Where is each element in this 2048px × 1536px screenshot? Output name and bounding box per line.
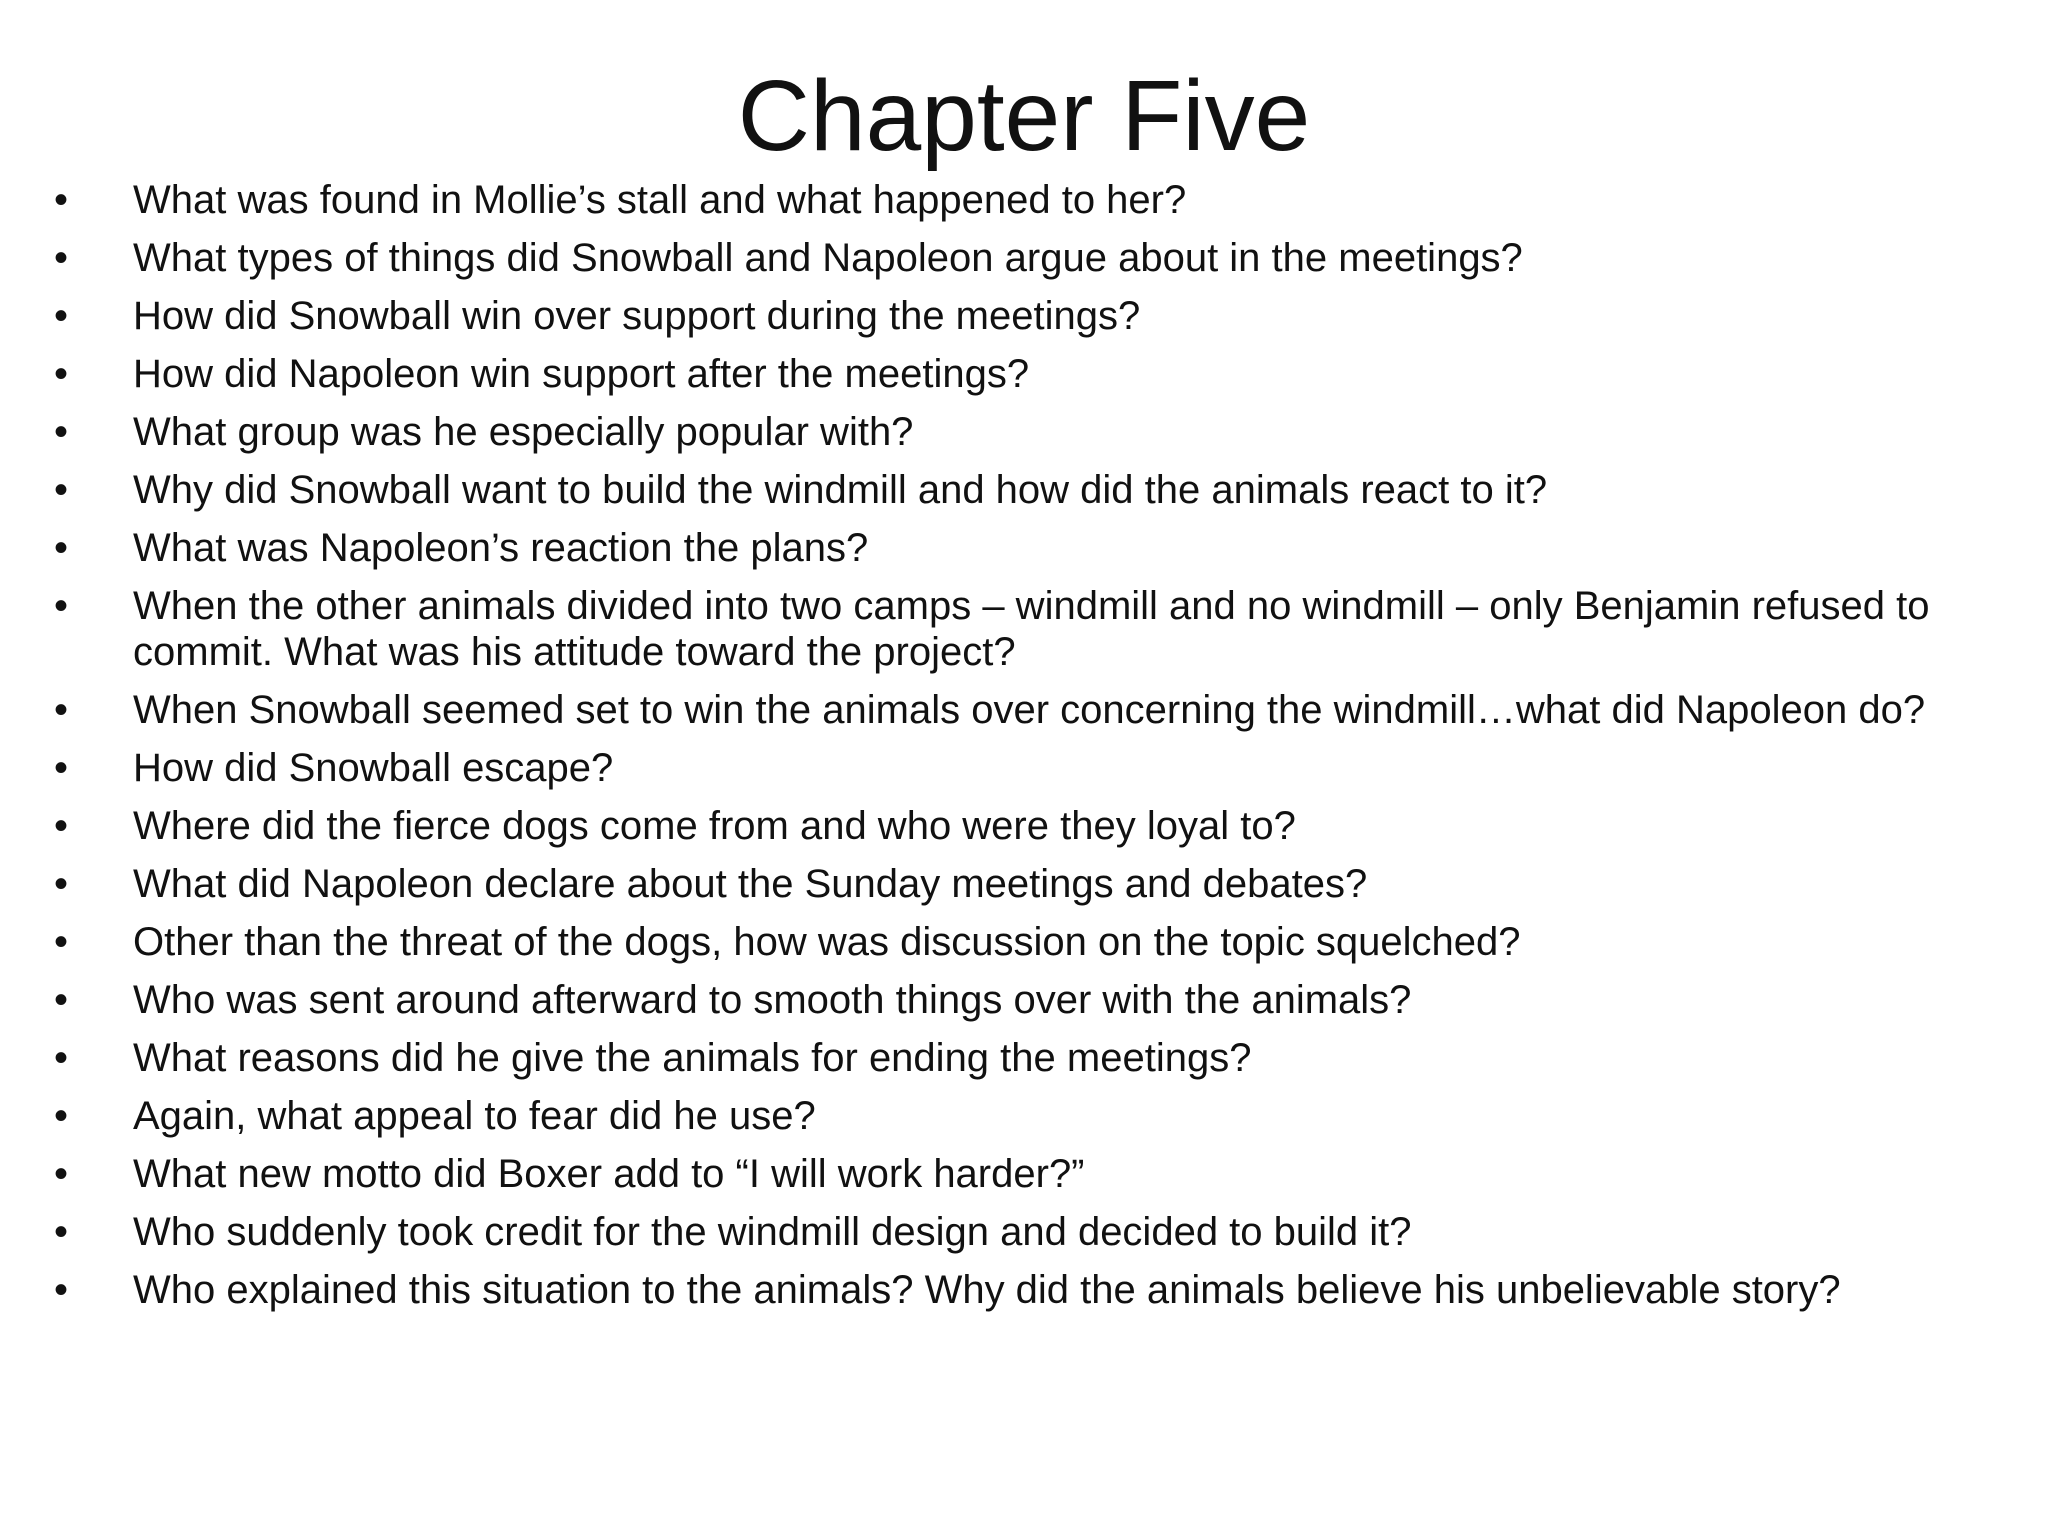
question-text: What was found in Mollie’s stall and what happened to her? (133, 178, 1187, 222)
question-list (0, 177, 2048, 1325)
question-text: Other than the threat of the dogs, how was discussion on the topic squelched? (133, 920, 1521, 964)
question-text: What did Napoleon declare about the Sunday meetings and debates? (133, 862, 1368, 906)
question-text: Where did the fierce dogs come from and who were they loyal to? (133, 804, 1296, 848)
bullet-icon: • (54, 688, 69, 732)
list-item (0, 861, 2048, 907)
list-item (0, 583, 2048, 675)
bullet-icon: • (54, 978, 69, 1022)
list-item (0, 1093, 2048, 1139)
question-text: Who explained this situation to the animals? Why did the animals believe his unbelievable story? (133, 1268, 1841, 1312)
question-text: When Snowball seemed set to win the animals over concerning the windmill…what did Napoleon do? (133, 688, 1926, 732)
bullet-icon: • (54, 584, 69, 628)
list-item (0, 803, 2048, 849)
bullet-icon: • (54, 1268, 69, 1312)
list-item (0, 1151, 2048, 1197)
bullet-icon: • (54, 920, 69, 964)
question-text: When the other animals divided into two camps – windmill and no windmill – only Benjamin refused to commit. What was his attitude toward the project? (133, 584, 1930, 674)
list-item (0, 235, 2048, 281)
list-item (0, 177, 2048, 223)
list-item (0, 409, 2048, 455)
bullet-icon: • (54, 1152, 69, 1196)
question-text: How did Snowball escape? (133, 746, 614, 790)
list-item (0, 687, 2048, 733)
question-text: What was Napoleon’s reaction the plans? (133, 526, 869, 570)
list-item (0, 977, 2048, 1023)
question-text: What reasons did he give the animals for ending the meetings? (133, 1036, 1252, 1080)
question-text: What group was he especially popular with? (133, 410, 914, 454)
list-item (0, 467, 2048, 513)
question-text: How did Napoleon win support after the meetings? (133, 352, 1030, 396)
bullet-icon: • (54, 294, 69, 338)
bullet-icon: • (54, 352, 69, 396)
list-item (0, 1035, 2048, 1081)
question-text: Again, what appeal to fear did he use? (133, 1094, 816, 1138)
list-item (0, 525, 2048, 571)
question-text: Why did Snowball want to build the windmill and how did the animals react to it? (133, 468, 1548, 512)
bullet-icon: • (54, 862, 69, 906)
list-item (0, 1267, 2048, 1313)
question-text: What new motto did Boxer add to “I will work harder?” (133, 1152, 1085, 1196)
question-text: How did Snowball win over support during the meetings? (133, 294, 1141, 338)
bullet-icon: • (54, 178, 69, 222)
question-text: Who suddenly took credit for the windmill design and decided to build it? (133, 1210, 1412, 1254)
bullet-icon: • (54, 1036, 69, 1080)
bullet-icon: • (54, 804, 69, 848)
question-text: What types of things did Snowball and Napoleon argue about in the meetings? (133, 236, 1523, 280)
bullet-icon: • (54, 1094, 69, 1138)
list-item (0, 745, 2048, 791)
list-item (0, 1209, 2048, 1255)
list-item (0, 351, 2048, 397)
bullet-icon: • (54, 746, 69, 790)
bullet-icon: • (54, 236, 69, 280)
question-text: Who was sent around afterward to smooth things over with the animals? (133, 978, 1412, 1022)
bullet-icon: • (54, 526, 69, 570)
bullet-icon: • (54, 410, 69, 454)
list-item (0, 293, 2048, 339)
slide-title: Chapter Five (737, 60, 1311, 172)
bullet-icon: • (54, 468, 69, 512)
bullet-icon: • (54, 1210, 69, 1254)
list-item (0, 919, 2048, 965)
